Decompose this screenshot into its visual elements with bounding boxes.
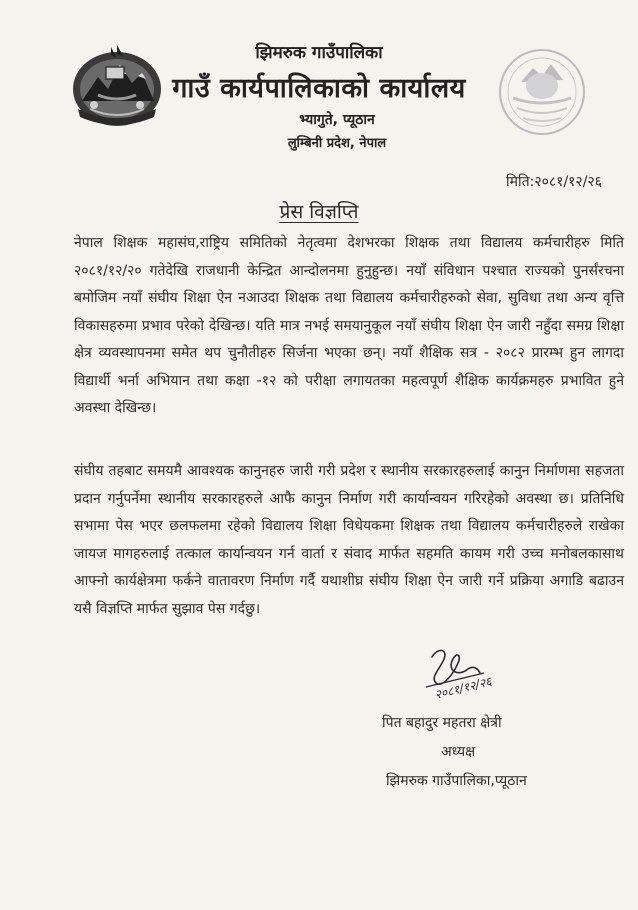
address-line-1: भ्यागुते, प्यूठान xyxy=(299,112,375,128)
signatory-designation: अध्यक्ष xyxy=(441,744,476,760)
office-title: गाउँ कार्यपालिकाको कार्यालय xyxy=(172,73,466,104)
document-title: प्रेस विज्ञप्ति xyxy=(279,201,359,223)
body-paragraph-2: संघीय तहबाट समयमै आवश्यक कानुनहरु जारी गरी प्रदेश र स्थानीय सरकारहरुलाई कानुन निर्माणमा सहजता प्रदान गर्नुपर्नेमा स्थानीय सरकारहरुले आफै कानुन निर्माण गरी कार्यान्वयन गरिरहेको अवस्था छ। प्रतिनिधि सभामा पेस भएर छलफलमा रहेको विद्यालय शिक्षा विधेयकमा शिक्षक तथा विद्यालय कर्मचारीहरुले राखेका जायज मागहरुलाई तत्काल कार्यान्वयन गर्न वार्ता र संवाद मार्फत सहमति कायम गरी उच्च मनोबलकासाथ आफ्नो कार्यक्षेत्रमा फर्कने वातावरण निर्माण गर्दै यथाशीघ्र संघीय शिक्षा ऐन जारी गर्ने प्रक्रिया अगाडि बढाउन यसै विज्ञप्ति मार्फत सुझाव पेस गर्दछु। xyxy=(74,463,624,617)
address-line-2: लुम्बिनी प्रदेश, नेपाल xyxy=(287,136,387,151)
issue-date: मिति:२०८१/१२/२६ xyxy=(506,174,602,190)
municipality-name: झिमरुक गाउँपालिका xyxy=(255,43,383,63)
signatory-name: पित बहादुर महतरा क्षेत्री xyxy=(382,715,502,731)
body-paragraph-1: नेपाल शिक्षक महासंघ,राष्ट्रिय समितिको नेतृत्वमा देशभरका शिक्षक तथा विद्यालय कर्मचारीहरु मिति २०८१/१२/२० गतेदेखि राजधानी केन्द्रित आन्दोलनमा हुनुहुन्छ। नयाँ संविधान पश्चात राज्यको पुनर्संरचना बमोजिम नयाँ संघीय शिक्षा ऐन नआउदा शिक्षक तथा विद्यालय कर्मचारीहरुको सेवा, सुविधा तथा अन्य वृत्ति विकासहरुमा प्रभाव परेको देखिन्छ। यति मात्र नभई समयानुकूल नयाँ संघीय शिक्षा ऐन जारी नहुँदा समग्र शिक्षा क्षेत्र व्यवस्थापनमा समेत थप चुनौतीहरु सिर्जना भएका छन्। नयाँ शैक्षिक सत्र - २०८२ प्रारम्भ हुन लागदा विद्यार्थी भर्ना अभियान तथा कक्षा -१२ को परीक्षा लगायतका महत्वपूर्ण शैक्षिक कार्यक्रमहरु प्रभावित हुने अवस्था देखिन्छ। xyxy=(74,235,624,416)
handwritten-signature xyxy=(418,643,568,715)
signatory-organization: झिमरुक गाउँपालिका,प्यूठान xyxy=(386,773,527,789)
svg-text:२०८१/१२/२६: २०८१/१२/२६ xyxy=(433,674,494,702)
signatory-block xyxy=(378,709,578,796)
